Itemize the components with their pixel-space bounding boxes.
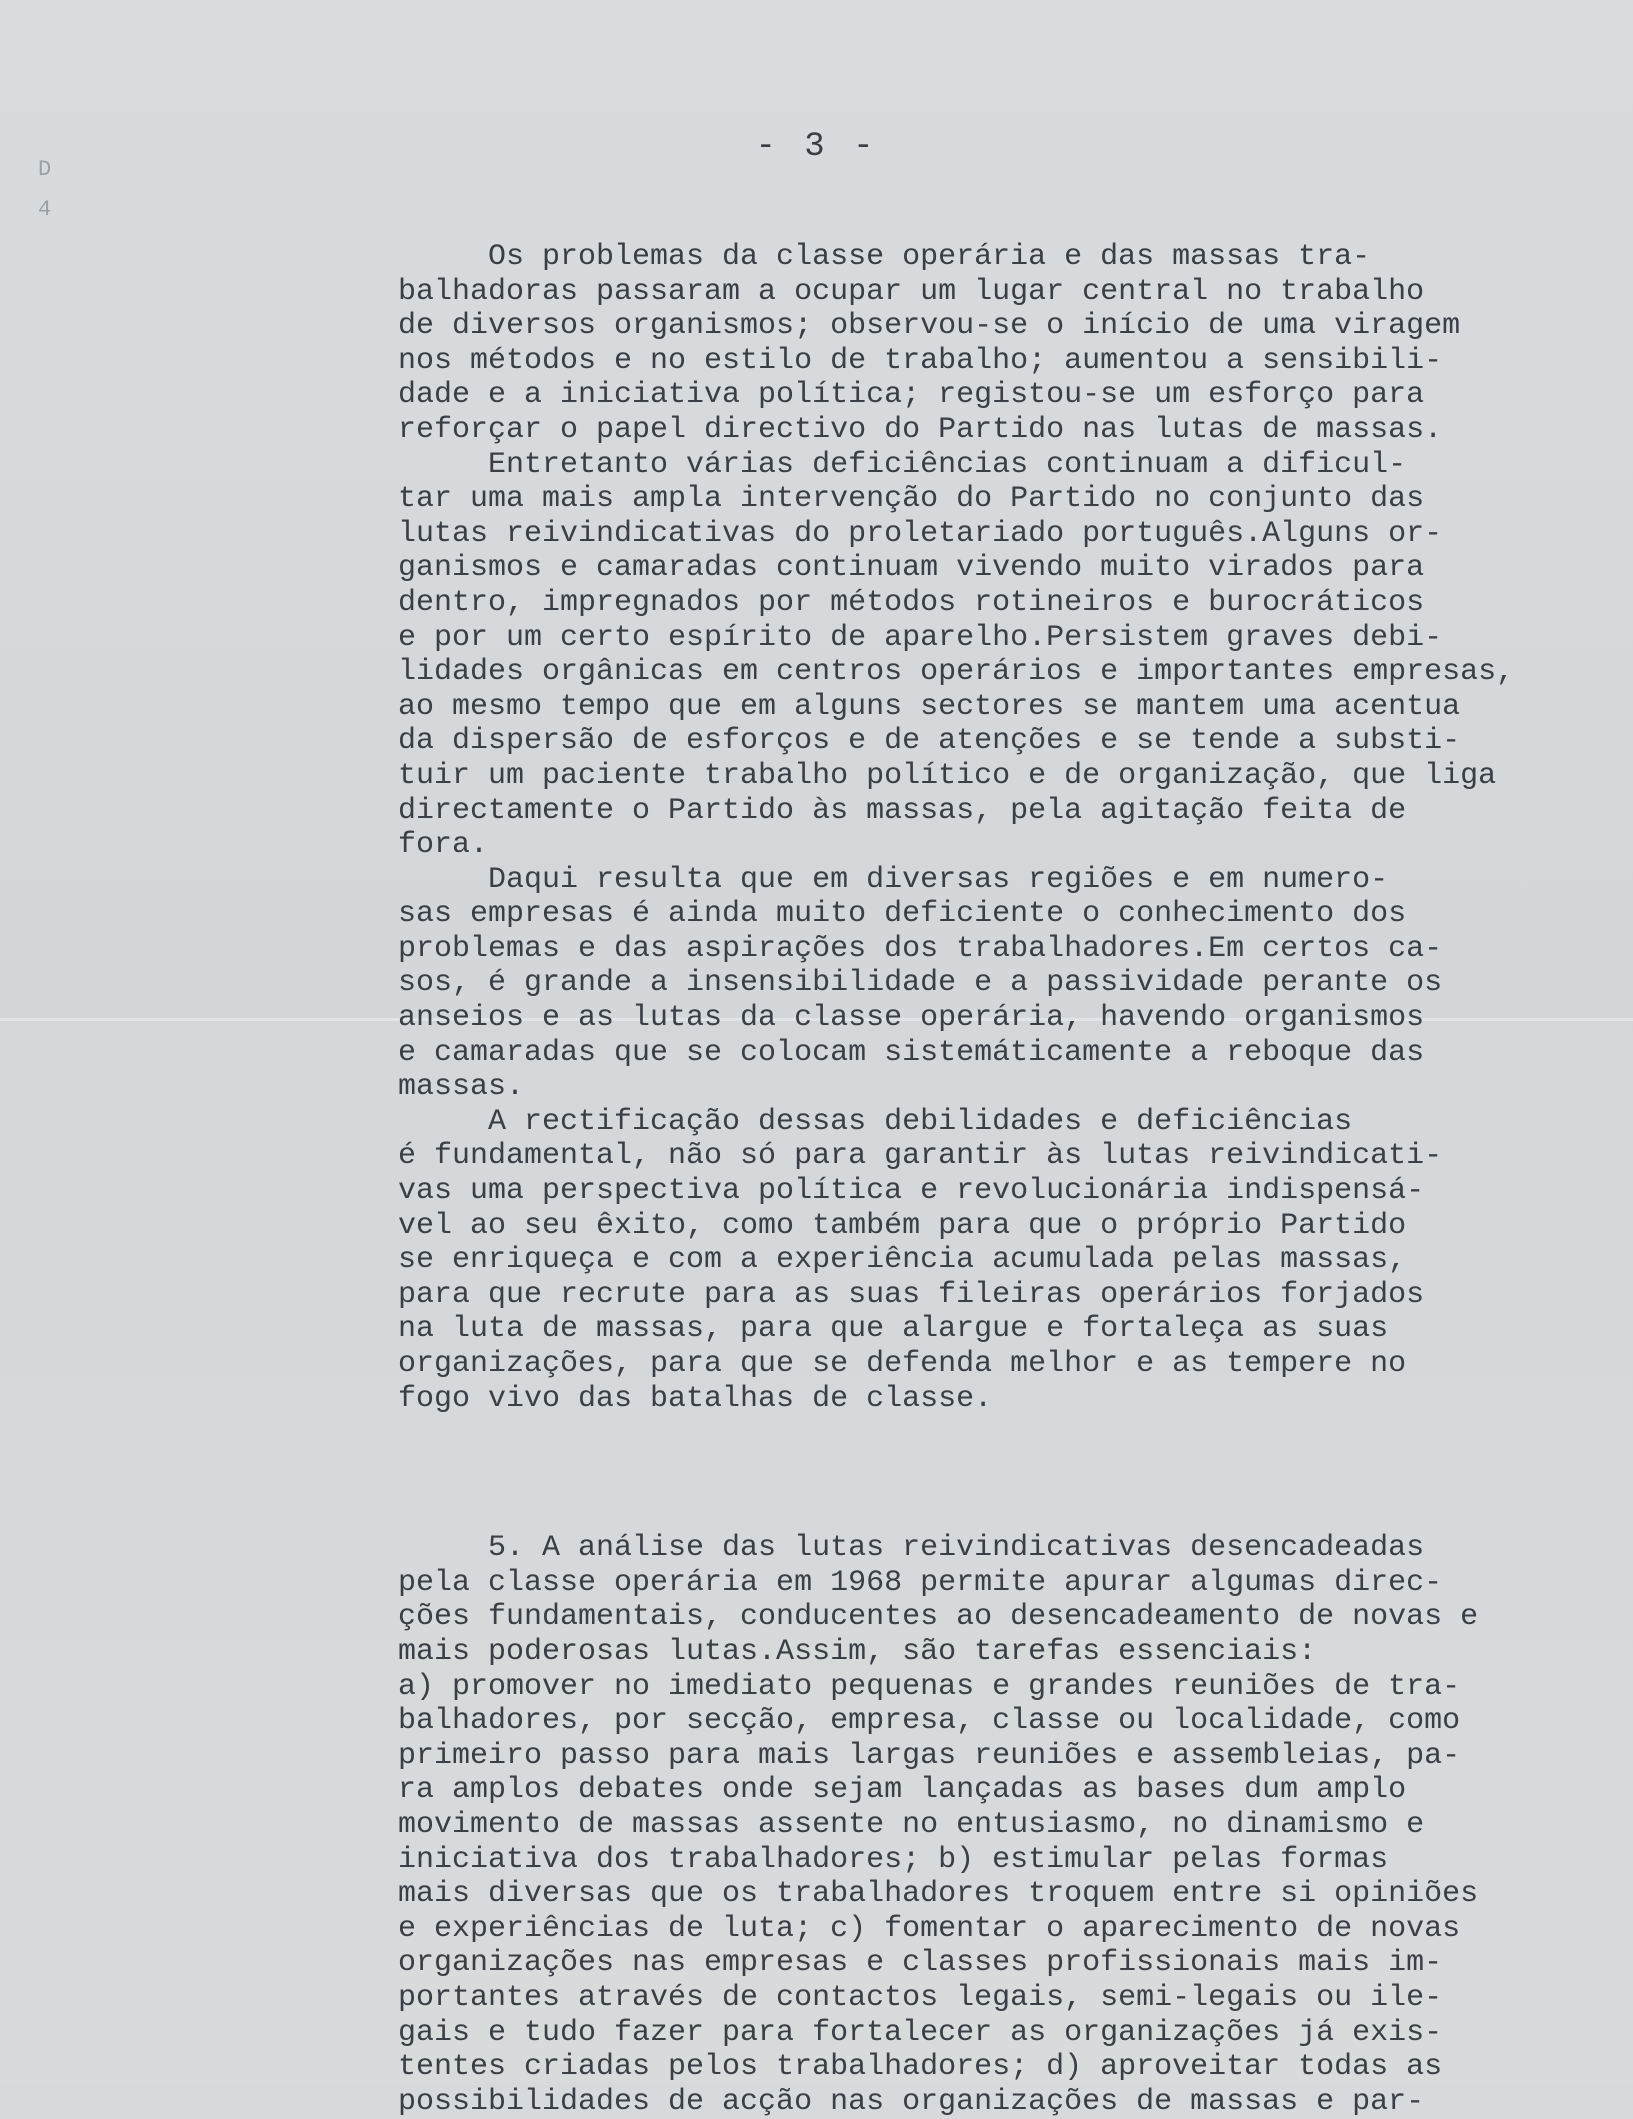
text-line: organizações, para que se defenda melhor e as tempere no [398,1347,1407,1381]
text-line: pela classe operária em 1968 permite apurar algumas direc- [398,1565,1443,1600]
text-line: ra amplos debates onde sejam lançadas as bases dum amplo [398,1773,1407,1808]
text-line: a) promover no imediato pequenas e grandes reuniões de tra- [398,1669,1461,1704]
text-line: problemas e das aspirações dos trabalhadores.Em certos ca- [398,931,1443,966]
text-line: é fundamental, não só para garantir às lutas reivindicati- [398,1139,1443,1174]
text-line: lidades orgânicas em centros operários e importantes empresas, [398,655,1515,690]
text-line: lutas reivindicativas do proletariado português.Alguns or- [398,516,1443,551]
text-line: 5. A análise das lutas reivindicativas desencadeadas [398,1531,1425,1566]
text-line: anseios e as lutas da classe operária, havendo organismos [398,1001,1425,1036]
text-line: organizações nas empresas e classes profissionais mais im- [398,1946,1443,1981]
text-line: tentes criadas pelos trabalhadores; d) aproveitar todas as [398,2050,1443,2085]
text-line: A rectificação dessas debilidades e deficiências [398,1104,1353,1139]
text-line: Entretanto várias deficiências continuam a dificul- [398,447,1407,482]
section-gap [398,1416,1630,1531]
text-line: se enriqueça e com a experiência acumulada pelas massas, [398,1243,1407,1278]
text-line: ções fundamentais, conducentes ao desencadeamento de novas e [398,1600,1479,1635]
text-line: movimento de massas assente no entusiasmo, no dinamismo e [398,1807,1425,1842]
page-number: - 3 - [755,128,878,166]
margin-mark: 4 [38,197,52,222]
text-line: para que recrute para as suas fileiras operários forjados [398,1277,1425,1312]
text-line: mais poderosas lutas.Assim, são tarefas essenciais: [398,1634,1317,1669]
text-line: balhadores, por secção, empresa, classe ou localidade, como [398,1704,1461,1739]
paragraph [398,448,1630,863]
document-body [398,240,1630,2119]
text-line: vel ao seu êxito, como também para que o próprio Partido [398,1208,1407,1243]
text-line: sas empresas é ainda muito deficiente o conhecimento dos [398,897,1407,932]
text-line: ganismos e camaradas continuam vivendo muito virados para [398,551,1425,586]
paragraph [398,1105,1630,1416]
text-line: tuir um paciente trabalho político e de organização, que liga [398,758,1497,793]
text-line: nos métodos e no estilo de trabalho; aumentou a sensibili- [398,343,1443,378]
text-line: gais e tudo fazer para fortalecer as organizações já exis- [398,2015,1443,2050]
text-line: da dispersão de esforços e de atenções e se tende a substi- [398,724,1461,759]
text-line: e camaradas que se colocam sistemáticamente a reboque das [398,1035,1425,1070]
text-line: balhadoras passaram a ocupar um lugar central no trabalho [398,274,1425,309]
text-line: fogo vivo das batalhas de classe. [398,1381,993,1416]
text-line: dade e a iniciativa política; registou-se um esforço para [398,378,1425,413]
text-line: vas uma perspectiva política e revolucionária indispensá- [398,1174,1425,1209]
paragraph [398,240,1630,448]
text-line: sos, é grande a insensibilidade e a passividade perante os [398,966,1443,1001]
text-line: mais diversas que os trabalhadores troquem entre si opiniões [398,1877,1479,1912]
text-line: Daqui resulta que em diversas regiões e em numero- [398,862,1389,897]
text-line: primeiro passo para mais largas reuniões e assembleias, pa- [398,1738,1461,1773]
text-line: directamente o Partido às massas, pela agitação feita de [398,793,1407,828]
text-line: massas. [398,1070,525,1105]
text-line: fora. [398,828,489,863]
text-line: de diversos organismos; observou-se o início de uma viragem [398,309,1461,344]
text-line: possibilidades de acção nas organizações de massas e par- [398,2084,1425,2119]
text-line: na luta de massas, para que alargue e fortaleça as suas [398,1312,1389,1347]
text-line: dentro, impregnados por métodos rotineiros e burocráticos [398,585,1425,620]
text-line: portantes através de contactos legais, semi-legais ou ile- [398,1980,1443,2015]
text-line: tar uma mais ampla intervenção do Partido no conjunto das [398,482,1425,517]
paragraph [398,863,1630,1105]
text-line: reforçar o papel directivo do Partido nas lutas de massas. [398,412,1443,447]
text-line: e por um certo espírito de aparelho.Persistem graves debi- [398,620,1443,655]
text-line: ao mesmo tempo que em alguns sectores se mantem uma acentua [398,689,1461,724]
paragraph [398,1531,1630,2119]
margin-mark: D [38,157,52,182]
text-line: Os problemas da classe operária e das massas tra- [398,240,1371,274]
text-line: iniciativa dos trabalhadores; b) estimular pelas formas [398,1842,1389,1877]
text-line: e experiências de luta; c) fomentar o aparecimento de novas [398,1911,1461,1946]
